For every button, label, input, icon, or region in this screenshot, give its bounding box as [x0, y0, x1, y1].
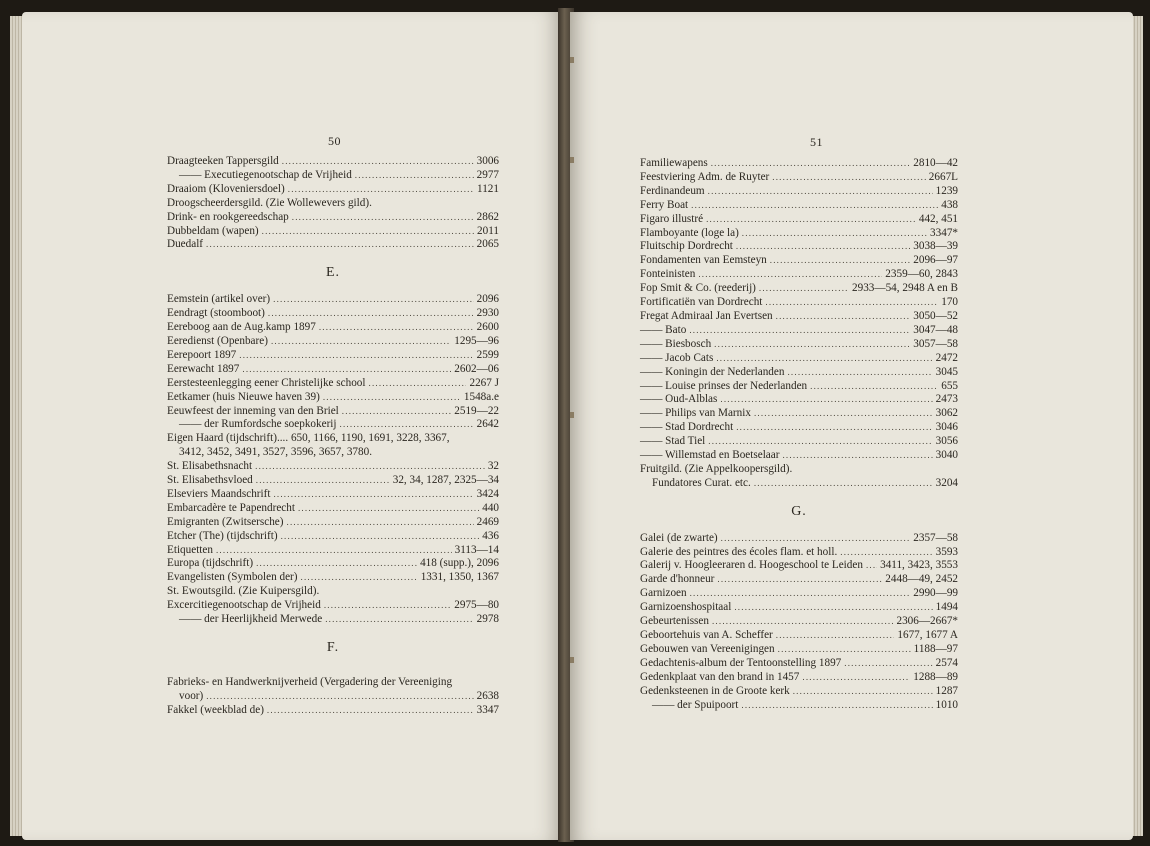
index-entry	[167, 418, 499, 432]
entry-term: Geboortehuis van A. Scheffer	[640, 629, 773, 641]
index-entry	[167, 488, 499, 502]
entry-term: Flamboyante (loge la)	[640, 226, 739, 239]
entry-term: St. Elisabethsnacht	[167, 460, 253, 473]
entry-term: —— Jacob Cats	[640, 351, 714, 364]
index-entry	[640, 171, 958, 185]
index-entry	[167, 704, 499, 718]
entry-number: 2519—22	[454, 404, 499, 417]
entry-term: —— Willemstad en Boetselaar	[640, 449, 780, 462]
entry-term: Ferdinandeum	[640, 184, 705, 197]
index-entry	[167, 613, 499, 627]
index-entry	[167, 225, 499, 239]
index-entry	[640, 532, 958, 546]
entry-number: 2448—49, 2452	[885, 573, 958, 586]
entry-number: 3050—52	[913, 309, 958, 322]
entry-term: —— Bato	[640, 323, 687, 336]
index-entry	[640, 213, 958, 227]
entry-number: 2990—99	[913, 587, 958, 600]
index-entry	[640, 296, 958, 310]
index-entry	[167, 460, 499, 474]
index-entry	[640, 268, 958, 282]
entry-term: Duedalf	[167, 238, 204, 251]
entry-term: Gedachtenis-album der Tentoonstelling 1897	[640, 656, 842, 669]
index-entry	[167, 211, 499, 225]
index-entry	[167, 238, 499, 252]
index-entry	[167, 502, 499, 516]
entry-number: 3045	[935, 365, 958, 378]
index-entry	[167, 544, 499, 558]
index-entry	[640, 380, 958, 394]
index-entry	[167, 530, 499, 544]
entry-number: 1494	[935, 601, 958, 614]
entry-term: Fruitgild. (Zie Appelkoopersgild).	[640, 462, 793, 475]
entry-number: 3047—48	[913, 323, 958, 336]
entry-number: 2978	[476, 613, 499, 626]
entry-term: Figaro illustré	[640, 212, 704, 225]
entry-term: Garnizoen	[640, 587, 687, 600]
page-tab-mark	[570, 412, 574, 418]
index-entry	[640, 338, 958, 352]
index-entry	[167, 377, 499, 391]
entry-number: 3411, 3423, 3553	[880, 559, 958, 572]
index-entry	[640, 685, 958, 699]
entry-term: Droogscheerdersgild. (Zie Wollewevers gild).	[167, 196, 372, 209]
entry-term: Evangelisten (Symbolen der)	[167, 571, 298, 584]
index-entry	[640, 601, 958, 615]
entry-number: 1121	[477, 182, 499, 195]
entry-number: 2930	[476, 307, 499, 320]
entry-number: 2096—97	[913, 254, 958, 267]
entry-term: Embarcadère te Papendrecht	[167, 501, 295, 514]
entry-term: —— Koningin der Nederlanden	[640, 365, 785, 378]
index-entry	[167, 321, 499, 335]
entry-number: 2667L	[928, 170, 958, 183]
entry-number: 2267 J	[469, 376, 499, 389]
entry-number: 2810—42	[913, 157, 958, 169]
entry-term: Europa (tijdschrift)	[167, 557, 254, 570]
index-entry	[640, 435, 958, 449]
index-entry	[640, 352, 958, 366]
entry-number: 1287	[935, 684, 958, 697]
index-entry	[167, 599, 499, 613]
entry-number: 3062	[935, 407, 958, 420]
entry-number: 2473	[935, 393, 958, 406]
entry-number: 170	[941, 296, 958, 309]
entry-number: 1010	[935, 698, 958, 711]
index-entry	[640, 282, 958, 296]
entry-term: Garnizoenshospitaal	[640, 601, 732, 614]
entry-number: 2306—2667*	[896, 615, 958, 628]
entry-term: —— der Rumfordsche soepkokerij	[179, 418, 337, 431]
page-tab-mark	[570, 157, 574, 163]
entry-term: Eemstein (artikel over)	[167, 293, 271, 306]
entry-term: —— der Spuipoort	[652, 698, 739, 711]
entry-number: 32, 34, 1287, 2325—34	[392, 474, 499, 487]
index-entry	[167, 183, 499, 197]
page-number: 50	[328, 134, 341, 148]
entry-term: Emigranten (Zwitsersche)	[167, 515, 284, 528]
entry-term: Eigen Haard (tijdschrift).... 650, 1166, 1190, 1691, 3228, 3367,	[167, 432, 450, 445]
entry-term: Fondamenten van Eemsteyn	[640, 254, 767, 267]
index-entry	[640, 324, 958, 338]
entry-term: Fluitschip Dordrecht	[640, 240, 733, 253]
entry-number: 2975—80	[454, 599, 499, 612]
entry-term: Ferry Boat	[640, 198, 689, 211]
index-entry-continued	[167, 446, 499, 460]
entry-number: 2600	[476, 321, 499, 334]
index-column	[167, 155, 499, 718]
entry-term: Galerij v. Hoogleeraren d. Hoogeschool te Leiden	[640, 559, 863, 572]
entry-number: 3046	[935, 421, 958, 434]
index-entry	[167, 474, 499, 488]
entry-number: 1295—96	[454, 334, 499, 347]
entry-term: Fonteinisten	[640, 268, 696, 281]
entry-number: 32	[487, 460, 499, 473]
section-heading: E.	[325, 265, 341, 281]
index-entry	[640, 199, 958, 213]
entry-term: Eerstesteenlegging eener Christelijke school	[167, 376, 366, 389]
index-entry	[640, 366, 958, 380]
entry-term: Eetkamer (huis Nieuwe haven 39)	[167, 390, 320, 403]
index-entry	[167, 197, 499, 211]
entry-number: 2065	[476, 238, 499, 251]
entry-number: 3593	[935, 545, 958, 558]
entry-term: Gebeurtenissen	[640, 615, 709, 628]
entry-number: 440	[482, 501, 499, 514]
entry-number: 2357—58	[913, 531, 958, 544]
entry-number: 3424	[476, 487, 499, 500]
entry-term: Galerie des peintres des écoles flam. et holl.	[640, 545, 838, 558]
entry-term: Garde d'honneur	[640, 573, 715, 586]
entry-term: —— Stad Tiel	[640, 435, 706, 448]
entry-number: 3040	[935, 449, 958, 462]
entry-term: Fakkel (weekblad de)	[167, 703, 264, 716]
page-tab-mark	[570, 657, 574, 663]
right-page	[570, 12, 1133, 840]
entry-number: 1548a.e	[463, 390, 499, 403]
entry-term: —— Biesbosch	[640, 337, 712, 350]
entry-term: Fabrieks- en Handwerknijverheid (Vergadering der Vereeniging	[167, 675, 453, 688]
index-entry	[640, 643, 958, 657]
index-entry	[640, 227, 958, 241]
index-entry	[640, 254, 958, 268]
index-entry	[640, 657, 958, 671]
entry-term: Eeuwfeest der inneming van den Briel	[167, 404, 339, 417]
index-entry	[167, 335, 499, 349]
index-entry	[640, 393, 958, 407]
entry-term: Eerewacht 1897	[167, 362, 240, 375]
index-entry	[640, 699, 958, 713]
left-page	[22, 12, 562, 840]
entry-term: —— Stad Dordrecht	[640, 421, 734, 434]
entry-number: 2599	[476, 348, 499, 361]
entry-term: St. Elisabethsvloed	[167, 474, 253, 487]
entry-number: 1288—89	[913, 670, 958, 683]
entry-term: Etiquetten	[167, 543, 213, 556]
entry-term: Dubbeldam (wapen)	[167, 224, 259, 237]
entry-number: 2472	[935, 351, 958, 364]
entry-term: Familiewapens	[640, 157, 708, 169]
index-entry	[167, 169, 499, 183]
entry-term: 3412, 3452, 3491, 3527, 3596, 3657, 3780.	[179, 446, 372, 459]
entry-number: 2359—60, 2843	[885, 268, 958, 281]
entry-number: 1677, 1677 A	[897, 629, 958, 641]
index-entry	[167, 432, 499, 446]
index-entry	[167, 363, 499, 377]
entry-number: 3057—58	[913, 337, 958, 350]
entry-number: 3006	[476, 155, 499, 167]
index-entry	[640, 559, 958, 573]
entry-term: Elseviers Maandschrift	[167, 487, 271, 500]
index-entry	[167, 155, 499, 169]
entry-term: Drink- en rookgereedschap	[167, 210, 289, 223]
entry-number: 2574	[935, 656, 958, 669]
entry-term: Eeredienst (Openbare)	[167, 334, 268, 347]
entry-number: 442, 451	[918, 212, 958, 225]
index-entry	[167, 676, 499, 690]
entry-number: 3113—14	[454, 543, 499, 556]
entry-term: —— Louise prinses der Nederlanden	[640, 379, 808, 392]
section-heading: F.	[326, 640, 340, 655]
entry-term: Eendragt (stoomboot)	[167, 307, 265, 320]
entry-term: Gedenksteenen in de Groote kerk	[640, 684, 790, 697]
page-number: 51	[810, 135, 823, 149]
index-entry-continued	[167, 690, 499, 704]
entry-number: 655	[941, 379, 958, 392]
index-entry	[167, 557, 499, 571]
entry-term: voor)	[179, 689, 204, 702]
entry-number: 2011	[477, 224, 499, 237]
entry-number: 2933—54, 2948 A en B	[852, 282, 958, 295]
section-heading: G.	[791, 503, 807, 519]
index-entry	[640, 477, 958, 491]
entry-number: 2096	[476, 293, 499, 306]
index-entry	[640, 240, 958, 254]
page-tab-mark	[570, 57, 574, 63]
index-entry	[640, 671, 958, 685]
entry-number: 2862	[476, 210, 499, 223]
entry-number: 3347*	[930, 226, 958, 239]
entry-number: 3056	[935, 435, 958, 448]
entry-term: Excercitiegenootschap de Vrijheid	[167, 599, 321, 612]
index-entry	[167, 405, 499, 419]
index-entry	[640, 407, 958, 421]
entry-term: St. Ewoutsgild. (Zie Kuipersgild).	[167, 585, 320, 598]
index-entry	[640, 615, 958, 629]
index-entry	[167, 307, 499, 321]
entry-number: 1239	[935, 184, 958, 197]
entry-term: Eereboog aan de Aug.kamp 1897	[167, 321, 316, 334]
index-entry	[640, 157, 958, 171]
entry-number: 438	[941, 198, 958, 211]
index-entry	[640, 185, 958, 199]
entry-number: 2642	[476, 418, 499, 431]
entry-term: Fortificatiën van Dordrecht	[640, 296, 763, 309]
index-entry	[167, 585, 499, 599]
index-entry	[640, 421, 958, 435]
index-entry	[640, 310, 958, 324]
index-entry	[167, 391, 499, 405]
entry-number: 418 (supp.), 2096	[420, 557, 499, 570]
entry-term: Fregat Admiraal Jan Evertsen	[640, 309, 773, 322]
entry-number: 1188—97	[913, 642, 958, 655]
entry-term: Fop Smit & Co. (reederij)	[640, 282, 756, 295]
index-entry	[640, 629, 958, 643]
entry-term: Draaiom (Kloveniersdoel)	[167, 182, 285, 195]
index-entry	[167, 571, 499, 585]
index-entry	[167, 516, 499, 530]
index-entry	[640, 546, 958, 560]
index-column	[640, 157, 958, 712]
entry-number: 2602—06	[454, 362, 499, 375]
entry-number: 3347	[476, 703, 499, 716]
index-entry	[640, 587, 958, 601]
entry-term: Eerepoort 1897	[167, 348, 237, 361]
entry-term: —— Philips van Marnix	[640, 407, 751, 420]
index-entry	[167, 349, 499, 363]
entry-term: —— Executiegenootschap de Vrijheid	[179, 168, 352, 181]
entry-term: —— der Heerlijkheid Merwede	[179, 613, 323, 626]
index-entry	[640, 573, 958, 587]
entry-term: Galei (de zwarte)	[640, 531, 718, 544]
entry-number: 436	[482, 529, 499, 542]
entry-term: Feestviering Adm. de Ruyter	[640, 170, 770, 183]
entry-term: —— Oud-Alblas	[640, 393, 718, 406]
entry-number: 2638	[476, 689, 499, 702]
entry-term: Gebouwen van Vereenigingen	[640, 642, 775, 655]
entry-number: 2977	[476, 168, 499, 181]
entry-term: Draagteeken Tappersgild	[167, 155, 279, 167]
entry-number: 3038—39	[913, 240, 958, 253]
index-entry	[640, 449, 958, 463]
entry-term: Gedenkplaat van den brand in 1457	[640, 670, 800, 683]
index-entry	[640, 463, 958, 477]
index-entry	[167, 293, 499, 307]
entry-number: 2469	[476, 515, 499, 528]
entry-number: 3204	[935, 476, 958, 489]
entry-term: Fundatores Curat. etc.	[652, 476, 751, 489]
entry-term: Etcher (The) (tijdschrift)	[167, 529, 278, 542]
entry-number: 1331, 1350, 1367	[420, 571, 499, 584]
